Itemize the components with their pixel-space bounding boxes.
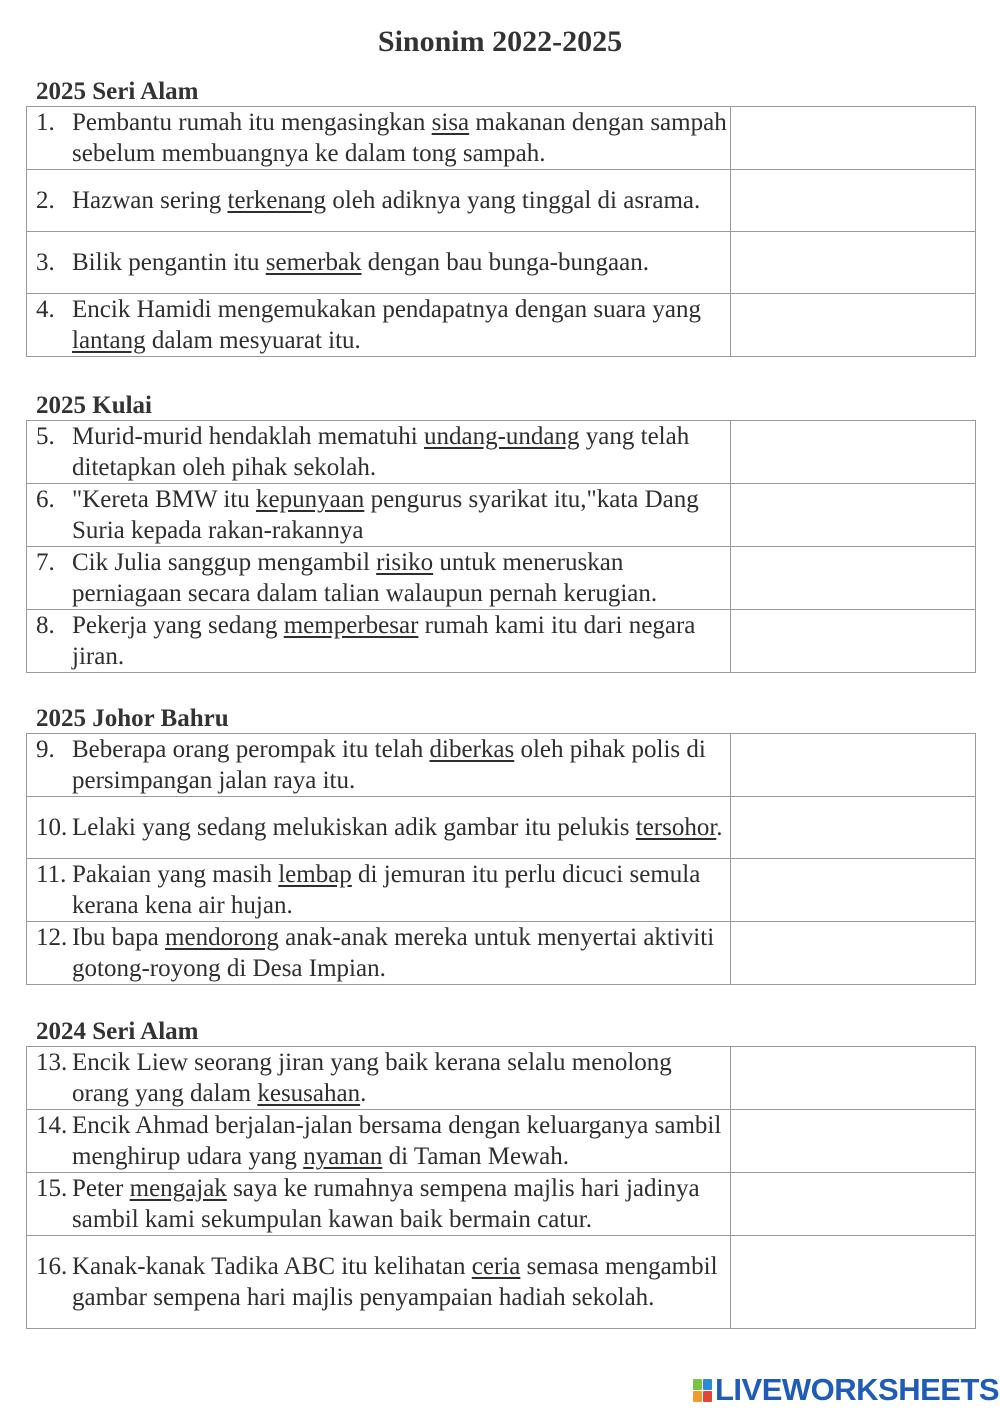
- answer-input-4[interactable]: [731, 308, 975, 343]
- question-text: "Kereta BMW itu kepunyaan pengurus syarikat itu,"kata Dang Suria kepada rakan-rakannya: [72, 486, 699, 544]
- section-title: 2025 Kulai: [36, 392, 152, 419]
- question-number: 6.: [36, 486, 55, 513]
- question-text: Beberapa orang perompak itu telah diberkas oleh pihak polis di persimpangan jalan raya itu.: [72, 736, 706, 794]
- question-number: 15.: [36, 1175, 68, 1202]
- underlined-word: sisa: [431, 109, 470, 136]
- underlined-word: lembap: [278, 861, 352, 888]
- underlined-word: tersohor: [635, 814, 717, 841]
- question-row: [27, 484, 976, 547]
- question-row: [27, 922, 976, 985]
- underlined-word: semerbak: [265, 249, 362, 276]
- section-2025-kulai: [26, 392, 974, 673]
- question-row: [27, 1173, 976, 1236]
- logo-mark-icon: [693, 1379, 712, 1402]
- question-number: 2.: [36, 187, 55, 214]
- question-text: Peter mengajak saya ke rumahnya sempena majlis hari jadinya sambil kami sekumpulan kawan baik bermain catur.: [72, 1175, 700, 1233]
- underlined-word: diberkas: [429, 736, 515, 763]
- underlined-word: risiko: [376, 549, 434, 576]
- underlined-word: kepunyaan: [256, 486, 365, 513]
- question-text: Hazwan sering terkenang oleh adiknya yang tinggal di asrama.: [72, 187, 701, 214]
- question-text: Cik Julia sanggup mengambil risiko untuk meneruskan perniagaan secara dalam talian walaupun pernah kerugian.: [72, 549, 658, 607]
- answer-input-10[interactable]: [731, 810, 975, 845]
- underlined-word: undang-undang: [424, 423, 580, 450]
- question-text: Murid-murid hendaklah mematuhi undang-undang yang telah ditetapkan oleh pihak sekolah.: [72, 423, 690, 481]
- question-text: Kanak-kanak Tadika ABC itu kelihatan ceria semasa mengambil gambar sempena hari majlis penyampaian hadiah sekolah.: [72, 1253, 718, 1311]
- question-number: 13.: [36, 1049, 68, 1076]
- answer-input-2[interactable]: [731, 183, 975, 218]
- section-title: 2024 Seri Alam: [36, 1018, 199, 1045]
- question-row: [27, 797, 976, 859]
- answer-input-6[interactable]: [731, 498, 975, 533]
- question-number: 10.: [36, 814, 68, 841]
- answer-input-8[interactable]: [731, 624, 975, 659]
- question-text: Encik Liew seorang jiran yang baik kerana selalu menolong orang yang dalam kesusahan.: [72, 1049, 672, 1107]
- question-number: 16.: [36, 1253, 68, 1280]
- answer-input-1[interactable]: [731, 121, 975, 156]
- answer-input-12[interactable]: [731, 936, 975, 971]
- section-2024-seri-alam: [26, 1018, 974, 1329]
- section-title: 2025 Johor Bahru: [36, 705, 229, 732]
- section-title: 2025 Seri Alam: [36, 78, 199, 105]
- answer-input-13[interactable]: [731, 1061, 975, 1096]
- question-row: [27, 734, 976, 797]
- question-number: 12.: [36, 924, 68, 951]
- question-table: [26, 733, 976, 985]
- answer-input-14[interactable]: [731, 1124, 975, 1159]
- liveworksheets-logo[interactable]: [693, 1372, 999, 1408]
- answer-input-15[interactable]: [731, 1187, 975, 1222]
- question-number: 11.: [36, 861, 67, 888]
- question-number: 4.: [36, 296, 55, 323]
- question-row: [27, 1236, 976, 1329]
- question-table: [26, 106, 976, 357]
- underlined-word: memperbesar: [283, 612, 419, 639]
- logo-text: LIVEWORKSHEETS: [715, 1372, 1000, 1407]
- underlined-word: kesusahan: [257, 1080, 361, 1107]
- answer-input-5[interactable]: [731, 435, 975, 470]
- answer-input-11[interactable]: [731, 873, 975, 908]
- underlined-word: ceria: [471, 1253, 521, 1280]
- section-2025-seri-alam: [26, 78, 974, 357]
- question-row: [27, 1047, 976, 1110]
- question-text: Lelaki yang sedang melukiskan adik gambar itu pelukis tersohor.: [72, 814, 723, 841]
- question-number: 5.: [36, 423, 55, 450]
- underlined-word: terkenang: [227, 187, 327, 214]
- question-text: Pekerja yang sedang memperbesar rumah kami itu dari negara jiran.: [72, 612, 696, 670]
- answer-input-7[interactable]: [731, 561, 975, 596]
- question-row: [27, 107, 976, 170]
- question-number: 1.: [36, 109, 55, 136]
- question-table: [26, 1046, 976, 1329]
- question-text: Encik Ahmad berjalan-jalan bersama dengan keluarganya sambil menghirup udara yang nyaman di Taman Mewah.: [72, 1112, 722, 1170]
- question-text: Ibu bapa mendorong anak-anak mereka untuk menyertai aktiviti gotong-royong di Desa Impian.: [72, 924, 715, 982]
- answer-input-16[interactable]: [731, 1265, 975, 1300]
- underlined-word: nyaman: [303, 1143, 383, 1170]
- question-row: [27, 859, 976, 922]
- question-text: Bilik pengantin itu semerbak dengan bau bunga-bungaan.: [72, 249, 649, 276]
- question-row: [27, 610, 976, 673]
- answer-input-9[interactable]: [731, 748, 975, 783]
- question-number: 7.: [36, 549, 55, 576]
- question-row: [27, 421, 976, 484]
- underlined-word: mendorong: [165, 924, 279, 951]
- underlined-word: lantang: [72, 327, 146, 354]
- question-text: Encik Hamidi mengemukakan pendapatnya dengan suara yang lantang dalam mesyuarat itu.: [72, 296, 701, 354]
- question-table: [26, 420, 976, 673]
- question-number: 8.: [36, 612, 55, 639]
- question-row: [27, 294, 976, 357]
- question-row: [27, 1110, 976, 1173]
- question-row: [27, 232, 976, 294]
- page-title: Sinonim 2022-2025: [377, 25, 623, 58]
- question-row: [27, 170, 976, 232]
- question-text: Pakaian yang masih lembap di jemuran itu perlu dicuci semula kerana kena air hujan.: [72, 861, 701, 919]
- question-number: 14.: [36, 1112, 68, 1139]
- question-text: Pembantu rumah itu mengasingkan sisa makanan dengan sampah sebelum membuangnya ke dalam tong sampah.: [72, 109, 727, 167]
- section-2025-johor-bahru: [26, 705, 974, 985]
- question-number: 9.: [36, 736, 55, 763]
- question-row: [27, 547, 976, 610]
- underlined-word: mengajak: [129, 1175, 227, 1202]
- question-number: 3.: [36, 249, 55, 276]
- answer-input-3[interactable]: [731, 245, 975, 280]
